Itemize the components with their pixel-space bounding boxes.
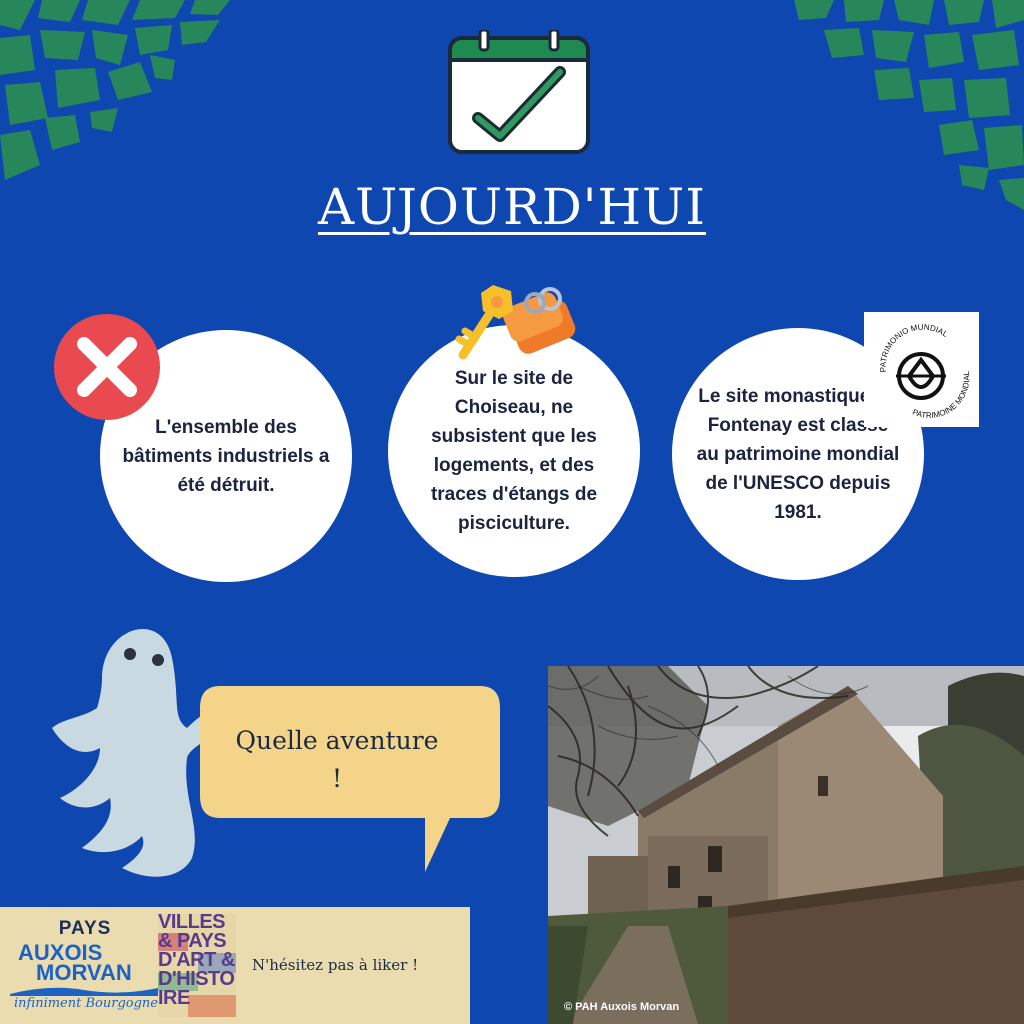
villes-pays-art-histoire-logo bbox=[158, 913, 236, 1017]
fact-text: Le site monastique de Fontenay est classé au patrimoine mondial de l'UNESCO depuis 1981. bbox=[696, 385, 900, 523]
red-cross-icon bbox=[52, 312, 162, 422]
logo-text-morvan: MORVAN bbox=[36, 960, 132, 985]
calendar-check-icon bbox=[448, 30, 590, 154]
unesco-world-heritage-emblem bbox=[864, 312, 979, 427]
villes-logo-text: VILLES & PAYS D'ART & D'HISTO IRE bbox=[158, 911, 235, 1009]
fact-text: L'ensemble des bâtiments industriels a été détruit. bbox=[122, 416, 330, 496]
fact-text: Sur le site de Choiseau, ne subsistent que les logements, et des traces d'étangs de pisciculture. bbox=[430, 368, 598, 534]
logo-text-pays: PAYS bbox=[58, 918, 112, 939]
like-call-to-action: N'hésitez pas à liker ! bbox=[252, 956, 419, 974]
logo-tagline: infiniment Bourgogne bbox=[14, 996, 158, 1011]
speech-bubble-text: Quelle aventure ! bbox=[235, 726, 439, 793]
photo-credit: © PAH Auxois Morvan bbox=[564, 1001, 680, 1013]
site-photo bbox=[548, 666, 1024, 1024]
keys-icon bbox=[455, 285, 580, 370]
logo-wave-icon bbox=[10, 984, 158, 996]
mosaic-decoration-left bbox=[0, 0, 240, 200]
page-title: AUJOURD'HUI bbox=[317, 178, 707, 236]
pays-auxois-morvan-logo bbox=[10, 918, 158, 1018]
unesco-outer-text: PATRIMONIO MUNDIAL bbox=[878, 322, 950, 373]
logo-text-auxois: AUXOIS bbox=[18, 940, 103, 965]
unesco-inner-text: PATRIMOINE MONDIAL bbox=[911, 370, 972, 420]
